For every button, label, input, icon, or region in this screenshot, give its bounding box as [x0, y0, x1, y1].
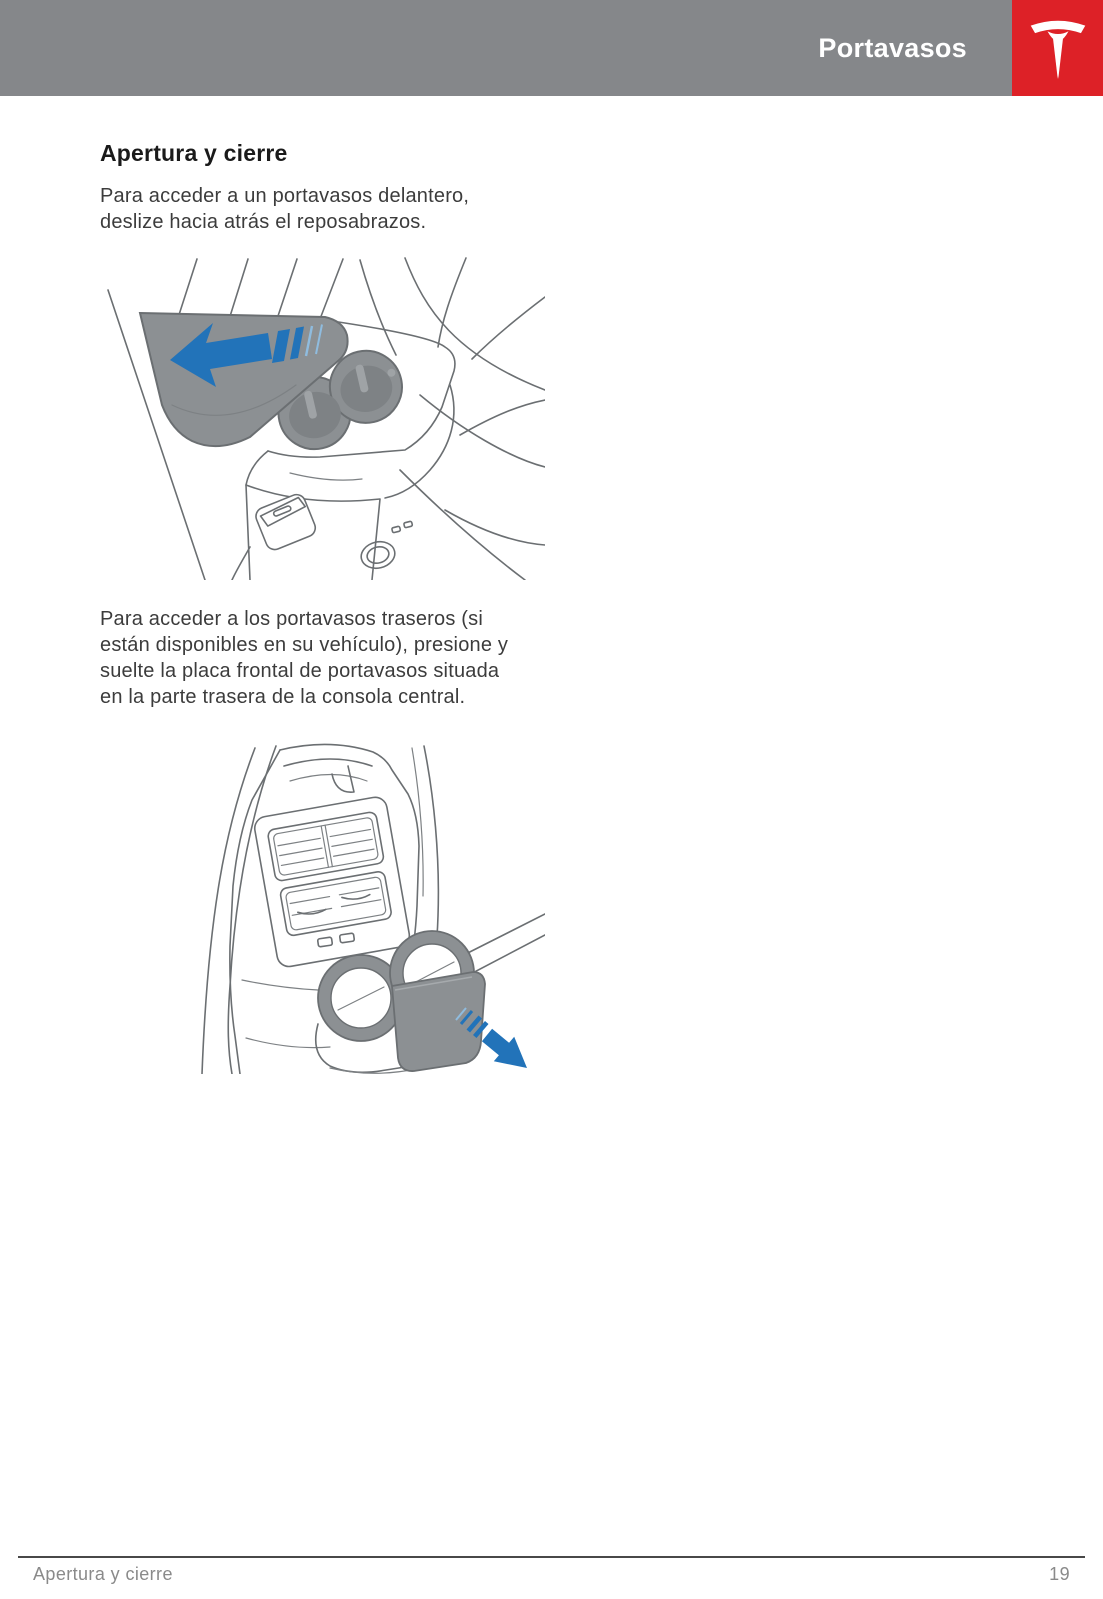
tesla-logo-box [1012, 0, 1103, 96]
tesla-logo-icon [1027, 15, 1089, 81]
rear-cupholder-illustration [180, 736, 545, 1074]
footer-section-label: Apertura y cierre [33, 1564, 173, 1584]
paragraph-front-cupholder: Para acceder a un portavasos delantero, deslize hacia atrás el reposabrazos. [100, 185, 470, 233]
page-header-title: Portavasos [818, 32, 967, 63]
content-area [100, 96, 1000, 1074]
front-cupholder-illustration [100, 255, 545, 580]
power-socket [358, 538, 397, 571]
section-heading: Apertura y cierre [100, 140, 288, 166]
usb-ports [318, 933, 355, 947]
page-header [0, 0, 1103, 96]
seatbelt-buckle [253, 492, 318, 552]
tray-front-plate [392, 972, 485, 1071]
paragraph-rear-cupholder: Para acceder a los portavasos traseros (si están disponibles en su vehículo), presione y suelte la placa frontal de portavasos situada en la parte trasera de la consola central. [100, 608, 509, 708]
page-footer [18, 1556, 1085, 1585]
page-number: 19 [1049, 1564, 1070, 1584]
